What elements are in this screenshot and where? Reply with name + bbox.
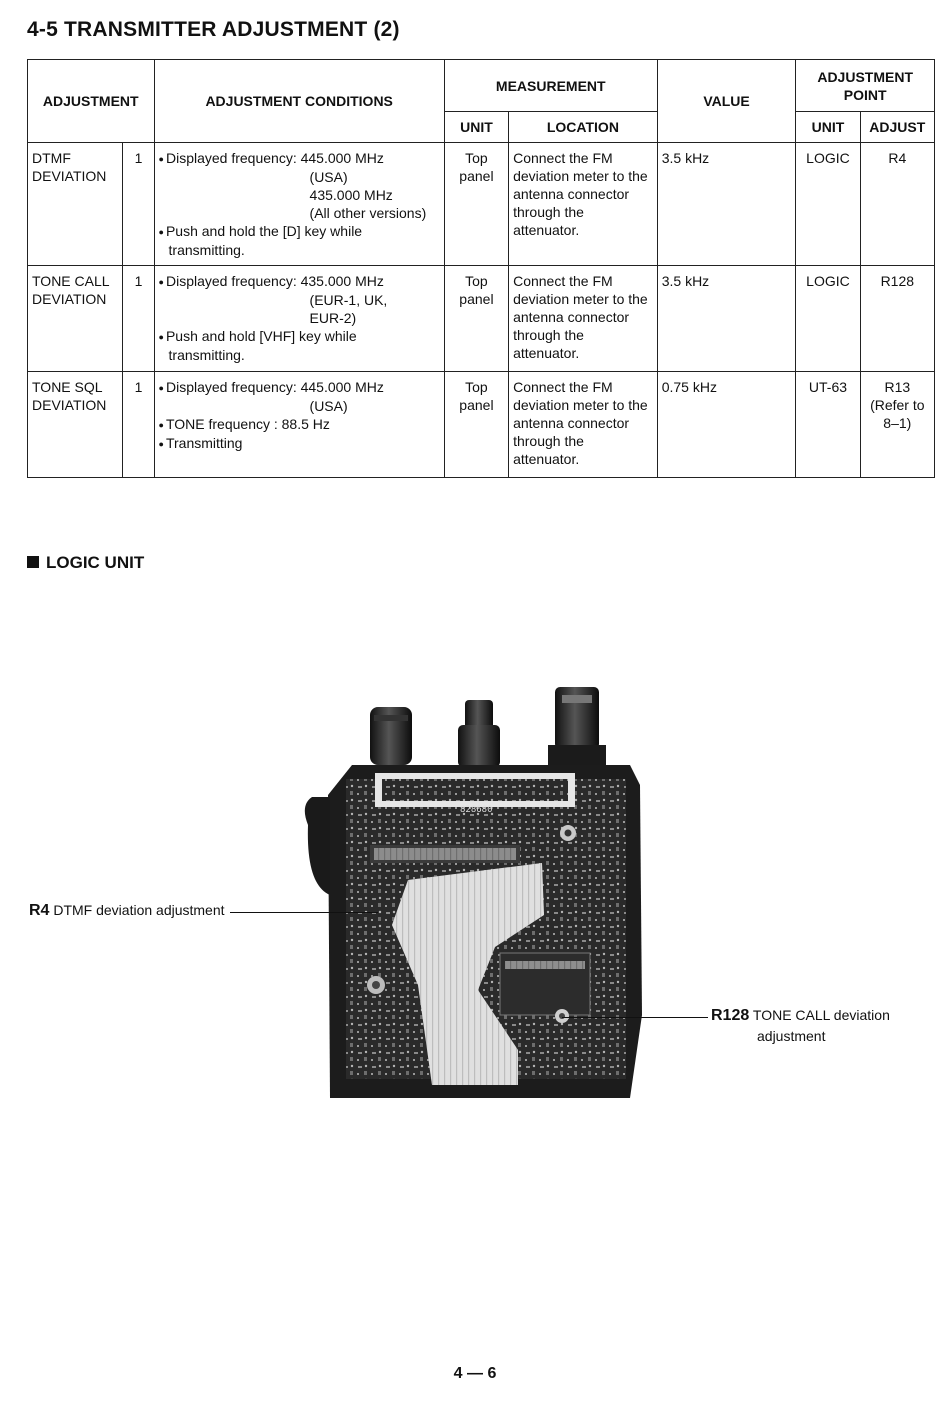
header-conditions: ADJUSTMENT CONDITIONS [154,60,444,143]
condition-text: Push and hold [VHF] key while [165,328,357,344]
cell-location-line: antenna connector [513,186,630,202]
cell-meas-unit-line: Top [465,379,488,395]
cell-adjustment [28,143,123,266]
condition-text: transmitting. [168,347,245,363]
cell-meas-unit-line: panel [459,397,494,413]
cell-meas-unit [444,143,508,266]
bullet-icon: ● [158,420,164,430]
header-adjustment-point-label: ADJUSTMENT POINT [817,68,913,103]
square-bullet-icon [27,556,39,568]
header-adjustment-point [796,60,935,112]
cell-conditions [154,143,444,266]
header-meas-location: LOCATION [509,112,658,143]
cell-adjustment-line: DTMF [32,150,71,166]
header-ap-unit: UNIT [796,112,860,143]
cell-adjustment-line: DEVIATION [32,291,107,307]
condition-line [159,241,440,259]
header-adjustment: ADJUSTMENT [28,60,155,143]
condition-text: transmitting. [168,242,245,258]
condition-line [159,378,440,397]
condition-text: TONE frequency : 88.5 Hz [165,416,330,432]
cell-ap-adjust-line: R4 [888,150,907,166]
cell-location [509,143,658,266]
cell-ap-adjust [860,372,934,478]
cell-adjustment-line: DEVIATION [32,168,107,184]
condition-text: 435.000 MHz [309,187,393,203]
cell-value: 0.75 kHz [657,372,796,478]
cell-conditions [154,372,444,478]
header-value: VALUE [657,60,796,143]
cell-value: 3.5 kHz [657,266,796,372]
condition-text: Displayed frequency: 435.000 MHz [165,273,384,289]
cell-location-line: through the [513,433,584,449]
table-row [28,372,935,478]
r4-leader-line [230,912,378,913]
cell-ap-adjust-line: (Refer to [870,397,925,413]
condition-line [159,434,440,453]
condition-line [159,415,440,434]
cell-meas-unit-line: Top [465,150,488,166]
header-measurement: MEASUREMENT [444,60,657,112]
cell-location [509,266,658,372]
page-title: 4-5 TRANSMITTER ADJUSTMENT (2) [27,18,400,41]
bullet-icon: ● [158,277,164,287]
cell-value: 3.5 kHz [657,143,796,266]
cell-ap-unit: LOGIC [796,266,860,372]
cell-ap-unit: LOGIC [796,143,860,266]
condition-text: Displayed frequency: 445.000 MHz [165,150,384,166]
photo-marking: 828680 [460,805,493,815]
condition-line [159,204,440,222]
bullet-icon: ● [158,154,164,164]
cell-ap-adjust-line: 8–1) [883,415,912,431]
cell-adjustment-line: DEVIATION [32,397,107,413]
page-number: 4 — 6 [453,1365,497,1382]
r4-callout-text: DTMF deviation adjustment [53,902,225,918]
cell-adjustment [28,372,123,478]
section-title: LOGIC UNIT [46,553,145,572]
cell-location [509,372,658,478]
cell-num: 1 [123,143,154,266]
cell-meas-unit-line: panel [459,168,494,184]
cell-conditions [154,266,444,372]
table-body [28,143,935,478]
condition-line [159,291,440,309]
cell-ap-adjust-line: R128 [880,273,915,289]
cell-location-line: antenna connector [513,415,630,431]
condition-line [159,149,440,168]
cell-location-line: attenuator. [513,222,580,238]
cell-ap-adjust-line: R13 [884,379,911,395]
cell-location-line: deviation meter to the [513,291,648,307]
condition-text: (EUR-1, UK, [309,292,388,308]
cell-location-line: antenna connector [513,309,630,325]
cell-location-line: deviation meter to the [513,397,648,413]
r128-callout-text: TONE CALL deviation [752,1007,890,1023]
bullet-icon: ● [158,383,164,393]
condition-line [159,309,440,327]
cell-location-line: deviation meter to the [513,168,648,184]
condition-line [159,272,440,291]
cell-meas-unit-line: panel [459,291,494,307]
condition-text: Transmitting [165,435,243,451]
cell-location-line: Connect the FM [513,150,613,166]
r4-callout [29,902,225,920]
condition-line [159,168,440,186]
r128-leader-line [562,1017,708,1018]
cell-ap-adjust [860,143,934,266]
header-meas-unit: UNIT [444,112,508,143]
cell-ap-adjust [860,266,934,372]
condition-text: (USA) [309,398,348,414]
cell-meas-unit-line: Top [465,273,488,289]
cell-adjustment-line: TONE CALL [32,273,110,289]
cell-adjustment [28,266,123,372]
r4-callout-ref: R4 [29,902,50,919]
logic-unit-photo [300,685,650,1098]
cell-location-line: attenuator. [513,451,580,467]
cell-num: 1 [123,372,154,478]
condition-text: Push and hold the [D] key while [165,223,363,239]
condition-line [159,186,440,204]
bullet-icon: ● [158,227,164,237]
table-row [28,266,935,372]
condition-line [159,397,440,415]
condition-text: (USA) [309,169,348,185]
cell-location-line: through the [513,327,584,343]
cell-location-line: Connect the FM [513,273,613,289]
condition-line [159,327,440,346]
r128-callout-line2: adjustment [757,1028,826,1044]
bullet-icon: ● [158,332,164,342]
condition-text: EUR-2) [309,310,357,326]
bullet-icon: ● [158,439,164,449]
cell-meas-unit [444,266,508,372]
r128-callout [711,1007,890,1025]
adjustment-table [27,59,935,478]
condition-text: Displayed frequency: 445.000 MHz [165,379,384,395]
cell-location-line: Connect the FM [513,379,613,395]
table-row [28,143,935,266]
cell-adjustment-line: TONE SQL [32,379,103,395]
cell-location-line: attenuator. [513,345,580,361]
r128-callout-ref: R128 [711,1007,750,1024]
condition-text: (All other versions) [309,205,427,221]
condition-line [159,222,440,241]
header-ap-adjust: ADJUST [860,112,934,143]
section-heading [27,553,144,573]
condition-line [159,346,440,364]
cell-meas-unit [444,372,508,478]
cell-num: 1 [123,266,154,372]
cell-location-line: through the [513,204,584,220]
cell-ap-unit: UT-63 [796,372,860,478]
